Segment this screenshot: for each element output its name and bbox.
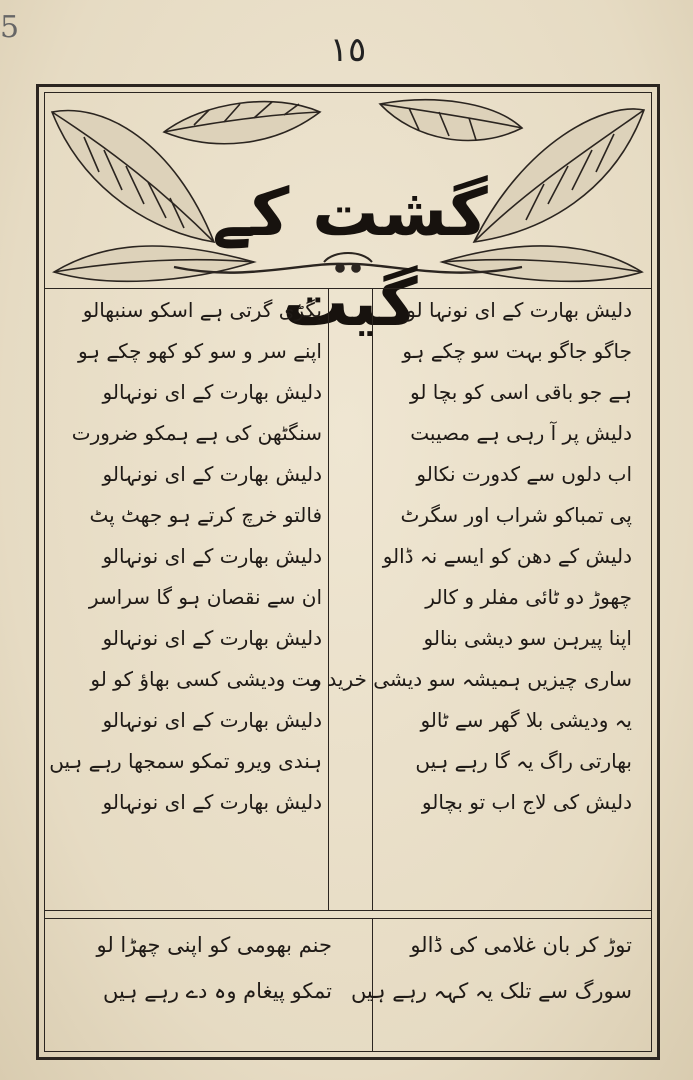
footer-divider-bottom [44, 918, 652, 919]
verse-line: دلیش کی لاج اب تو بچالو [421, 790, 632, 814]
verse-line: ہے جو باقی اسی کو بچا لو [409, 380, 632, 404]
verse-line: چھوڑ دو ٹائی مفلر و کالر [425, 585, 632, 609]
left-column-verses [44, 290, 342, 910]
verse-line: سنگٹھن کی ہے ہمکو ضرورت [71, 421, 322, 445]
verse-line: اپنے سر و سو کو کھو چکے ہو [77, 339, 322, 363]
footer-divider-top [44, 910, 652, 911]
verse-line: جنم بھومی کو اپنی چھڑا لو [96, 933, 332, 957]
verse-line: جاگو جاگو بہت سو چکے ہو [402, 339, 632, 363]
verse-line: دلیش پر آ رہی ہے مصیبت [410, 421, 632, 445]
verse-line: دلیش بھارت کے ای نونہالو [102, 790, 322, 814]
verse-line: ساری چیزیں ہمیشہ سو دیشی خرید و [311, 667, 632, 691]
verse-line: بھارتی راگ یہ گا رہے ہیں [415, 749, 632, 773]
verse-line: ان سے نقصان ہو گا سراسر [88, 585, 322, 609]
corner-mark: 5 [0, 10, 20, 45]
header-divider [44, 288, 652, 289]
verse-line: توڑ کر بان غلامی کی ڈالو [410, 933, 632, 957]
verse-line: تمکو پیغام وہ دے رہے ہیں [102, 979, 332, 1003]
verse-line: دلیش بھارت کے ای نونہالو [102, 380, 322, 404]
footer-left-verses [44, 922, 372, 1042]
verse-line: دلیش بھارت کے ای نونہالو [102, 544, 322, 568]
verse-line: دلیش بھارت کے ای نونہا لو [406, 298, 632, 322]
verse-line: سورگ سے تلک یہ کہہ رہے ہیں [350, 979, 632, 1003]
verse-line: اب دلوں سے کدورت نکالو [416, 462, 632, 486]
verse-line: ہندی ویرو تمکو سمجھا رہے ہیں [49, 749, 322, 773]
footer-right-verses [350, 922, 652, 1042]
verse-line: دلیش بھارت کے ای نونہالو [102, 462, 322, 486]
verse-line: فالتو خرچ کرتے ہو جھٹ پٹ [89, 503, 322, 527]
verse-line: یہ ودیشی بلا گھر سے ٹالو [420, 708, 632, 732]
verse-line: دلیش بھارت کے ای نونہالو [102, 708, 322, 732]
page-number: ١٥ [329, 30, 367, 70]
verse-line: مت ودیشی کسی بھاؤ کو لو [90, 667, 322, 691]
verse-line: دلیش کے دھن کو ایسے نہ ڈالو [382, 544, 632, 568]
poem-title: گشت کے گیت [212, 174, 488, 341]
verse-line: پی تمباکو شراب اور سگرٹ [400, 503, 632, 527]
verse-line: دلیش بھارت کے ای نونہالو [102, 626, 322, 650]
right-column-verses [311, 290, 652, 910]
verse-line: اپنا پیرہن سو دیشی بنالو [423, 626, 632, 650]
verse-line: بگڑی گرتی ہے اسکو سنبھالو [82, 298, 322, 322]
